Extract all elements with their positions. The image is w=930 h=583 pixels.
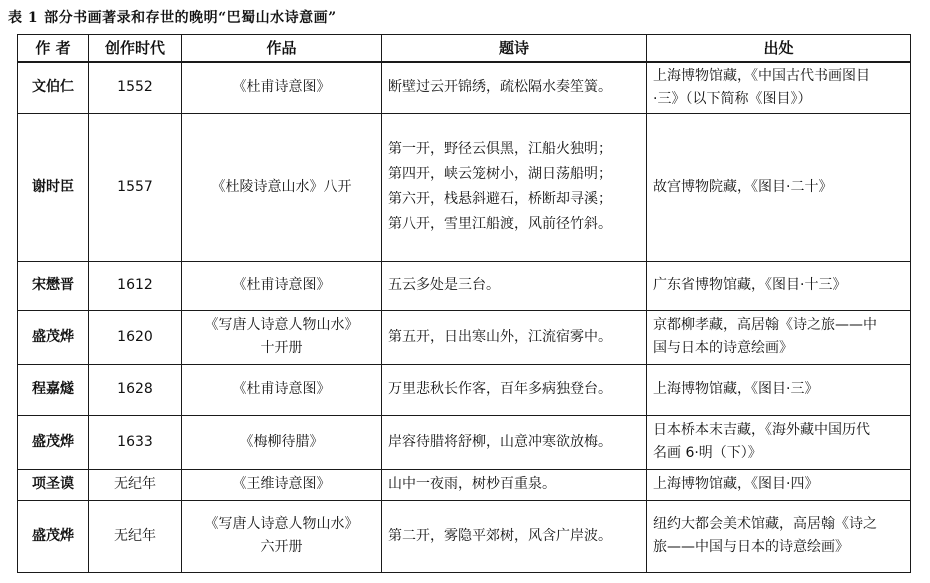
source-line: 国与日本的诗意绘画》 — [653, 340, 793, 356]
header-year: 创作时代 — [89, 35, 182, 63]
source-line: 广东省博物馆藏，《图目·十三》 — [653, 277, 847, 293]
poem-line: 第五开，日出寒山外，江流宿雾中。 — [388, 328, 612, 345]
year-cell: 无纪年 — [89, 469, 182, 500]
author-cell: 盛茂烨 — [18, 415, 89, 469]
poem-cell — [382, 469, 647, 500]
table-row — [18, 62, 911, 113]
work-line: 《杜甫诗意图》 — [232, 381, 331, 397]
source-line: ·三》（以下简称《图目》） — [653, 90, 812, 107]
year-cell: 1557 — [89, 113, 182, 261]
source-line: 京都柳孝藏，高居翰《诗之旅——中 — [653, 317, 877, 333]
work-line: 《杜甫诗意图》 — [232, 277, 331, 293]
work-line: 《王维诗意图》 — [232, 476, 331, 492]
year-cell: 1620 — [89, 310, 182, 364]
author-cell: 程嘉燧 — [18, 364, 89, 415]
year-cell: 1612 — [89, 261, 182, 310]
poem-cell — [382, 415, 647, 469]
source-cell — [647, 113, 911, 261]
author-cell: 文伯仁 — [18, 62, 89, 113]
work-line: 《写唐人诗意人物山水》 — [204, 516, 359, 532]
work-cell — [182, 261, 382, 310]
poem-cell — [382, 310, 647, 364]
table-row — [18, 261, 911, 310]
poem-line: 第八开，雪里江船渡，风前径竹斜。 — [388, 216, 612, 232]
work-cell — [182, 415, 382, 469]
poem-line: 第二开，雾隐平郊树，风含广岸波。 — [388, 527, 612, 544]
poem-cell — [382, 500, 647, 572]
author-cell: 盛茂烨 — [18, 310, 89, 364]
work-line: 《梅柳待腊》 — [239, 433, 324, 450]
table-row — [18, 469, 911, 500]
poem-line: 万里悲秋长作客，百年多病独登台。 — [388, 381, 612, 397]
poem-line: 五云多处是三台。 — [388, 277, 500, 293]
source-line: 名画 6·明（下）》 — [653, 445, 762, 461]
poem-cell — [382, 113, 647, 261]
header-source: 出处 — [647, 35, 911, 63]
source-line: 旅——中国与日本的诗意绘画》 — [653, 539, 849, 555]
year-cell: 1633 — [89, 415, 182, 469]
table-row — [18, 500, 911, 572]
source-cell — [647, 469, 911, 500]
work-line: 《杜陵诗意山水》八开 — [211, 178, 352, 195]
poem-cell — [382, 261, 647, 310]
source-line: 日本桥本末吉藏，《海外藏中国历代 — [653, 422, 870, 438]
work-line: 《写唐人诗意人物山水》 — [204, 317, 359, 333]
table-row — [18, 415, 911, 469]
work-cell — [182, 113, 382, 261]
work-cell — [182, 364, 382, 415]
source-line: 纽约大都会美术馆藏，高居翰《诗之 — [653, 516, 877, 532]
source-cell — [647, 261, 911, 310]
poem-line: 第四开，峡云笼树小，湖日荡船明； — [388, 166, 612, 182]
year-cell: 无纪年 — [89, 500, 182, 572]
table-row — [18, 364, 911, 415]
source-line: 上海博物馆藏，《图目·三》 — [653, 381, 819, 397]
poem-line: 岸容待腊将舒柳，山意冲寒欲放梅。 — [388, 433, 612, 450]
work-line: 六开册 — [260, 539, 303, 555]
table-number: 表 1 — [8, 10, 39, 26]
work-line: 《杜甫诗意图》 — [232, 79, 331, 96]
poem-line: 第六开，栈悬斜避石，桥断却寻溪； — [388, 191, 612, 207]
header-author: 作 者 — [18, 35, 89, 63]
source-cell — [647, 364, 911, 415]
source-cell — [647, 310, 911, 364]
source-line: 故宫博物院藏，《图目·二十》 — [653, 178, 833, 195]
source-cell — [647, 62, 911, 113]
work-cell — [182, 469, 382, 500]
work-cell — [182, 310, 382, 364]
work-line: 十开册 — [260, 340, 303, 356]
poem-cell — [382, 62, 647, 113]
poem-line: 第一开，野径云俱黑，江船火独明； — [388, 141, 612, 157]
poem-cell — [382, 364, 647, 415]
year-cell: 1628 — [89, 364, 182, 415]
poem-line: 山中一夜雨，树杪百重泉。 — [388, 476, 556, 492]
header-work: 作品 — [182, 35, 382, 63]
work-cell — [182, 62, 382, 113]
table-caption — [8, 7, 337, 27]
source-line: 上海博物馆藏，《图目·四》 — [653, 476, 819, 492]
year-cell: 1552 — [89, 62, 182, 113]
source-cell — [647, 415, 911, 469]
table-row — [18, 113, 911, 261]
table-title: 部分书画著录和存世的晚明“巴蜀山水诗意画” — [44, 10, 337, 26]
work-cell — [182, 500, 382, 572]
poem-line: 断壁过云开锦绣，疏松隔水奏笙簧。 — [388, 79, 612, 96]
table-row — [18, 310, 911, 364]
author-cell: 盛茂烨 — [18, 500, 89, 572]
author-cell: 宋懋晋 — [18, 261, 89, 310]
poem-painting-table — [17, 34, 911, 573]
source-line: 上海博物馆藏，《中国古代书画图目 — [653, 67, 870, 84]
source-cell — [647, 500, 911, 572]
author-cell: 谢时臣 — [18, 113, 89, 261]
header-poem: 题诗 — [382, 35, 647, 63]
header-row — [18, 35, 911, 63]
author-cell: 项圣谟 — [18, 469, 89, 500]
